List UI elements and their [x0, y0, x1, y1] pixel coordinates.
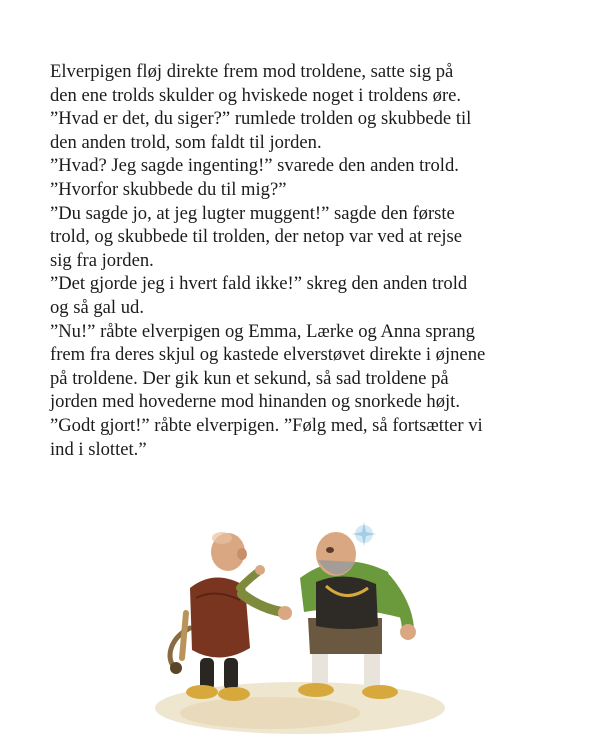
text-line: den anden trold, som faldt til jorden. — [50, 131, 322, 153]
fairy-sparkle — [352, 522, 376, 546]
text-line: ”Godt gjort!” råbte elverpigen. ”Følg med, så fortsætter vi — [50, 414, 483, 436]
text-line: sig fra jorden. — [50, 249, 154, 271]
text-line: og så gal ud. — [50, 296, 144, 318]
text-line: ind i slottet.” — [50, 438, 147, 460]
text-line: den ene trolds skulder og hviskede noget i troldens øre. — [50, 84, 462, 106]
text-line: ”Det gjorde jeg i hvert fald ikke!” skreg den anden trold — [50, 273, 468, 295]
text-line: på troldene. Der gik kun et sekund, så sad troldene på — [50, 367, 449, 389]
text-line: ”Hvad er det, du siger?” rumlede trolden og skubbede til — [50, 108, 472, 130]
text-line: frem fra deres skjul og kastede elverstøvet direkte i øjnene — [50, 344, 486, 366]
text-line: ”Hvorfor skubbede du til mig?” — [50, 178, 287, 200]
left-troll — [170, 532, 292, 701]
text-line: jorden med hovederne mod hinanden og snorkede højt. — [50, 391, 460, 413]
troll-illustration — [150, 508, 450, 748]
text-line: ”Hvad? Jeg sagde ingenting!” svarede den anden trold. — [50, 155, 459, 177]
story-text — [50, 60, 570, 461]
right-troll — [298, 522, 416, 699]
text-line: trold, og skubbede til trolden, der netop var ved at rejse — [50, 226, 463, 248]
text-line: ”Du sagde jo, at jeg lugter muggent!” sagde den første — [50, 202, 455, 224]
text-line: Elverpigen fløj direkte frem mod troldene, satte sig på — [50, 61, 454, 82]
text-line: ”Nu!” råbte elverpigen og Emma, Lærke og Anna sprang — [50, 320, 475, 342]
